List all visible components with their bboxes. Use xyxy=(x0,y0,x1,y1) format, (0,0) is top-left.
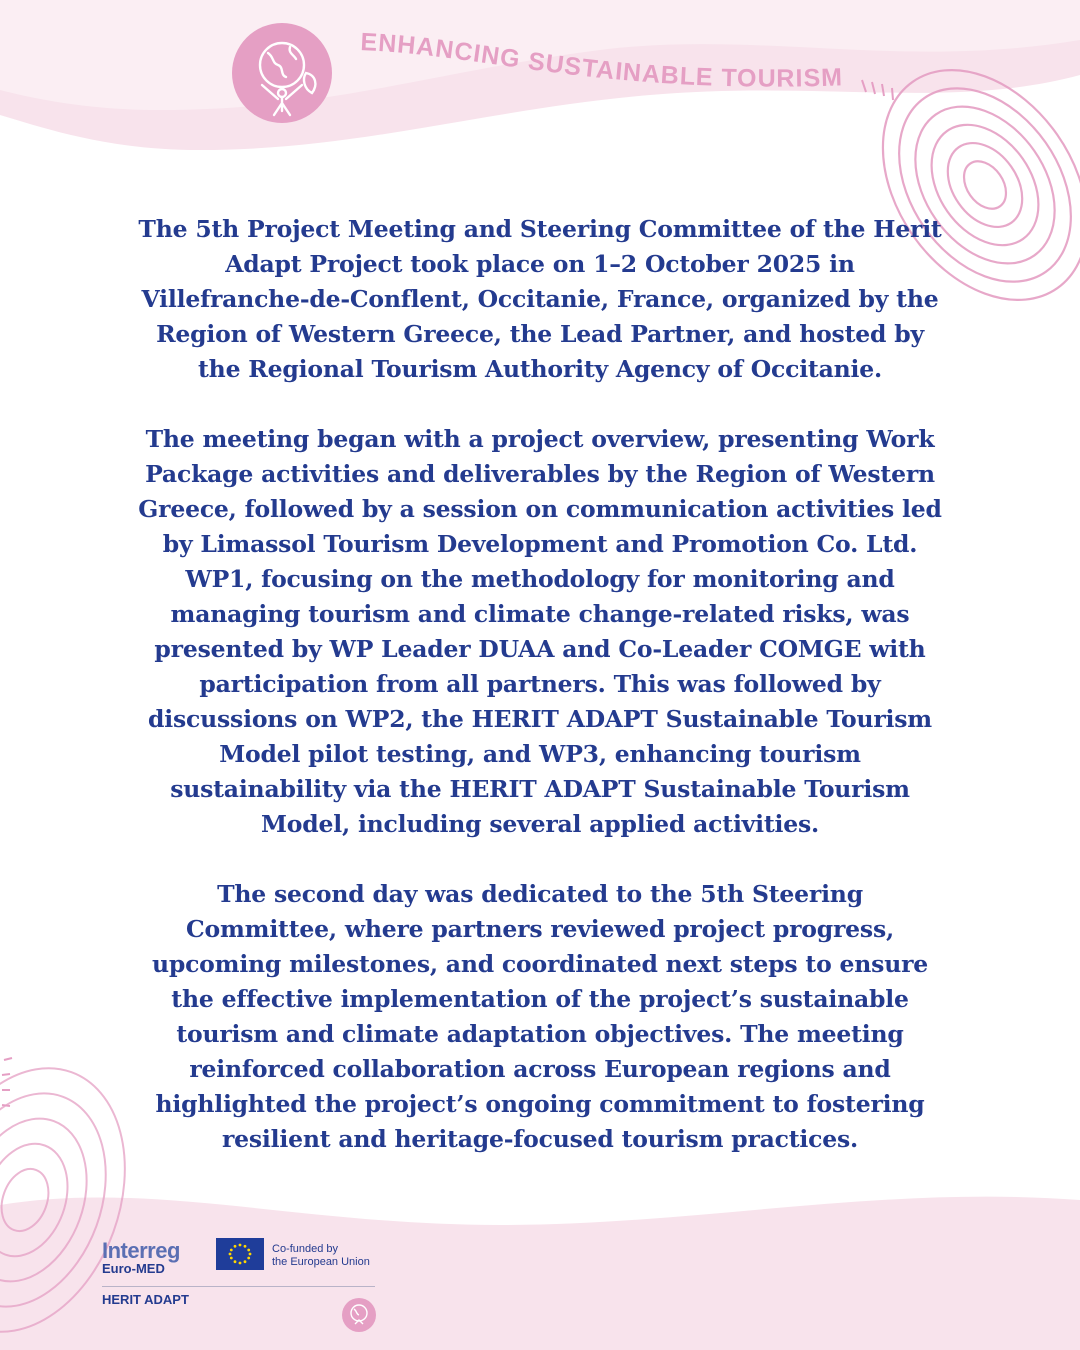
header-tagline xyxy=(350,20,870,110)
eu-flag-icon xyxy=(216,1238,264,1270)
cofunded-line-1: Co-funded by xyxy=(272,1243,339,1255)
project-name: HERIT ADAPT xyxy=(102,1292,189,1307)
euromed-text: Euro-MED xyxy=(102,1261,165,1276)
footer-divider xyxy=(102,1286,375,1287)
globe-hands-leaf-icon xyxy=(232,23,332,123)
project-logo xyxy=(232,23,332,123)
cofunded-line-2: the European Union xyxy=(272,1256,370,1268)
cofunded-label xyxy=(272,1243,402,1269)
footer-branding xyxy=(102,1230,392,1340)
interreg-logo-text: Interreg xyxy=(102,1238,180,1263)
article-body xyxy=(138,212,942,1192)
paragraph-2: The meeting began with a project overview, presenting Work Package activities and deliverables by the Region of Western Greece, followed by a session on communication activities led by Limassol Tourism Development and Promotion Co. Ltd. WP1, focusing on the methodology for monitoring and managing tourism and climate change-related risks, was presented by WP Leader DUAA and Co-Leader COMGE with participation from all partners. This was followed by discussions on WP2, the HERIT ADAPT Sustainable Tourism Model pilot testing, and WP3, enhancing tourism sustainability via the HERIT ADAPT Sustainable Tourism Model, including several applied activities. xyxy=(138,425,942,838)
paragraph-1: The 5th Project Meeting and Steering Committee of the Herit Adapt Project took place on 1–2 October 2025 in Villefranche-de-Conflent, Occitanie, France, organized by the Region of Western Greece, the Lead Partner, and hosted by the Regional Tourism Authority Agency of Occitanie. xyxy=(138,215,942,383)
tagline-text: ENHANCING SUSTAINABLE TOURISM xyxy=(359,27,844,93)
small-project-logo-icon xyxy=(342,1298,376,1332)
svg-text:ENHANCING SUSTAINABLE TOURISM xyxy=(360,28,844,93)
paragraph-3: The second day was dedicated to the 5th Steering Committee, where partners reviewed project progress, upcoming milestones, and coordinated next steps to ensure the effective implementation of the project’s sustainable tourism and climate adaptation objectives. The meeting reinforced collaboration across European regions and highlighted the project’s ongoing commitment to fostering resilient and heritage-focused tourism practices. xyxy=(151,880,929,1153)
